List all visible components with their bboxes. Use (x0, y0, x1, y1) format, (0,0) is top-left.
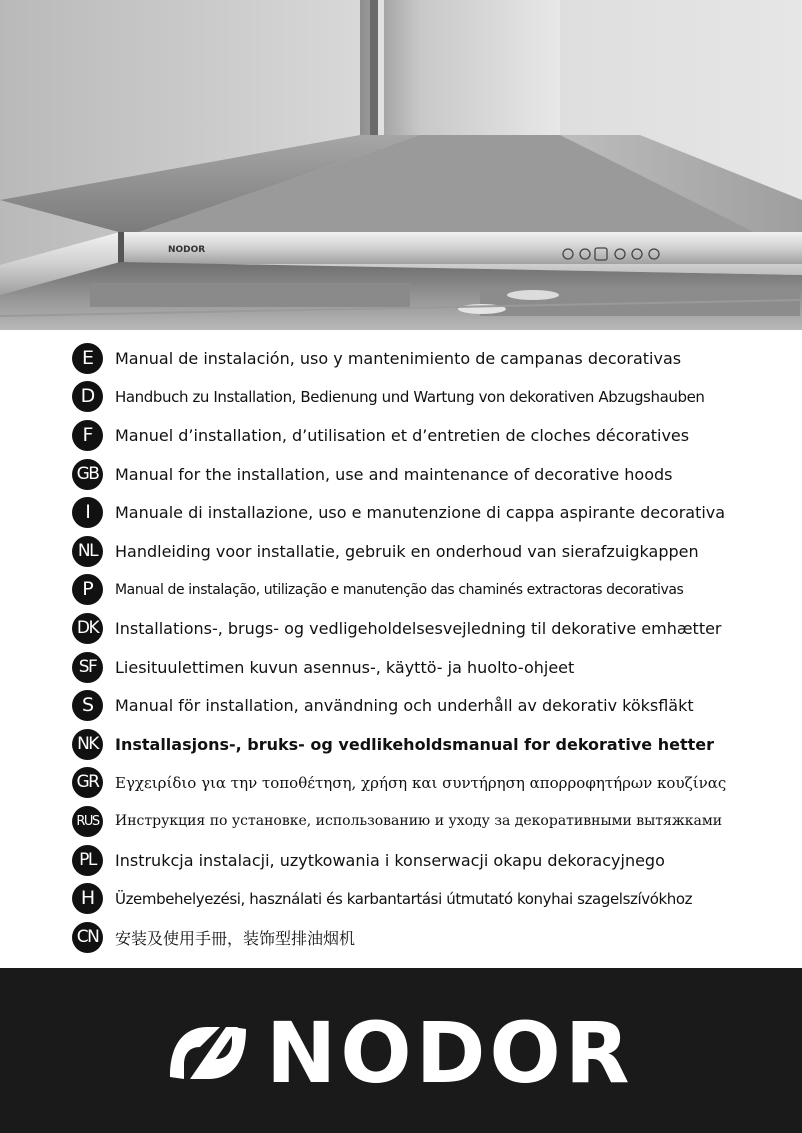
language-badge: F (72, 420, 103, 451)
language-title: Handbuch zu Installation, Bedienung und Wartung von dekorativen Abzugshauben (115, 387, 705, 406)
language-badge: S (72, 690, 103, 721)
language-item-nl (72, 532, 792, 571)
nodor-logo-icon (160, 1017, 256, 1089)
hood-brand-label: NODOR (168, 245, 206, 255)
language-title: Instrukcja instalacji, uzytkowania i konserwacji okapu dekoracyjnego (115, 850, 665, 870)
language-title: Installasjons-, bruks- og vedlikeholdsmanual for dekorative hetter (115, 734, 714, 754)
hero-hood-image (0, 0, 802, 330)
language-title: Manual for the installation, use and maintenance of decorative hoods (115, 464, 673, 484)
language-item-fr (72, 416, 792, 455)
language-title: Manuale di installazione, uso e manutenzione di cappa aspirante decorativa (115, 503, 726, 523)
language-item-gb (72, 455, 792, 494)
language-item-sf (72, 648, 792, 687)
language-badge: E (72, 343, 103, 374)
language-item-rus (72, 802, 792, 841)
language-badge: DK (72, 613, 103, 644)
language-badge: P (72, 574, 103, 605)
language-title: Liesituulettimen kuvun asennus-, käyttö- ja huolto-ohjeet (115, 657, 575, 677)
language-title: Manual för installation, användning och underhåll av dekorativ köksfläkt (115, 696, 694, 716)
language-item-es (72, 339, 792, 378)
language-badge: NL (72, 536, 103, 567)
language-list (72, 339, 792, 957)
language-item-hu (72, 879, 792, 918)
language-item-pt (72, 571, 792, 610)
language-title: Handleiding voor installatie, gebruik en onderhoud van sierafzuigkappen (115, 541, 699, 561)
language-badge: SF (72, 652, 103, 683)
language-badge: D (72, 381, 103, 412)
language-item-pl (72, 841, 792, 880)
brand-logo (160, 1004, 634, 1102)
language-badge: H (72, 883, 103, 914)
language-item-se (72, 686, 792, 725)
language-title: Manual de instalación, uso y mantenimiento de campanas decorativas (115, 348, 682, 368)
language-title: Инструкция по установке, использованию и уходу за декоративными вытяжками (115, 813, 723, 830)
brand-name: NODOR (266, 1004, 634, 1102)
language-item-gr (72, 764, 792, 803)
language-item-nk (72, 725, 792, 764)
language-badge: CN (72, 922, 103, 953)
language-title: 安装及使用手冊，装饰型排油烟机 (115, 928, 356, 948)
language-badge: GR (72, 767, 103, 798)
language-item-cn (72, 918, 792, 957)
footer-brand-band (0, 968, 802, 1133)
language-title: Üzembehelyezési, használati és karbantartási útmutató konyhai szagelszívókhoz (115, 889, 693, 908)
language-badge: PL (72, 845, 103, 876)
language-badge: GB (72, 459, 103, 490)
language-item-it (72, 493, 792, 532)
language-item-de (72, 378, 792, 417)
language-badge: RUS (72, 806, 103, 837)
cooker-hood-illustration (0, 0, 802, 330)
language-title: Εγχειρίδιο για την τοποθέτηση, χρήση και συντήρηση απορροφητήρων κουζίνας (115, 773, 727, 792)
language-badge: NK (72, 729, 103, 760)
language-title: Manual de instalação, utilização e manutenção das chaminés extractoras decorativas (115, 581, 684, 598)
language-title: Installations-, brugs- og vedligeholdelsesvejledning til dekorative emhætter (115, 618, 722, 638)
language-item-dk (72, 609, 792, 648)
language-badge: I (72, 497, 103, 528)
language-title: Manuel d’installation, d’utilisation et d’entretien de cloches décoratives (115, 425, 690, 445)
